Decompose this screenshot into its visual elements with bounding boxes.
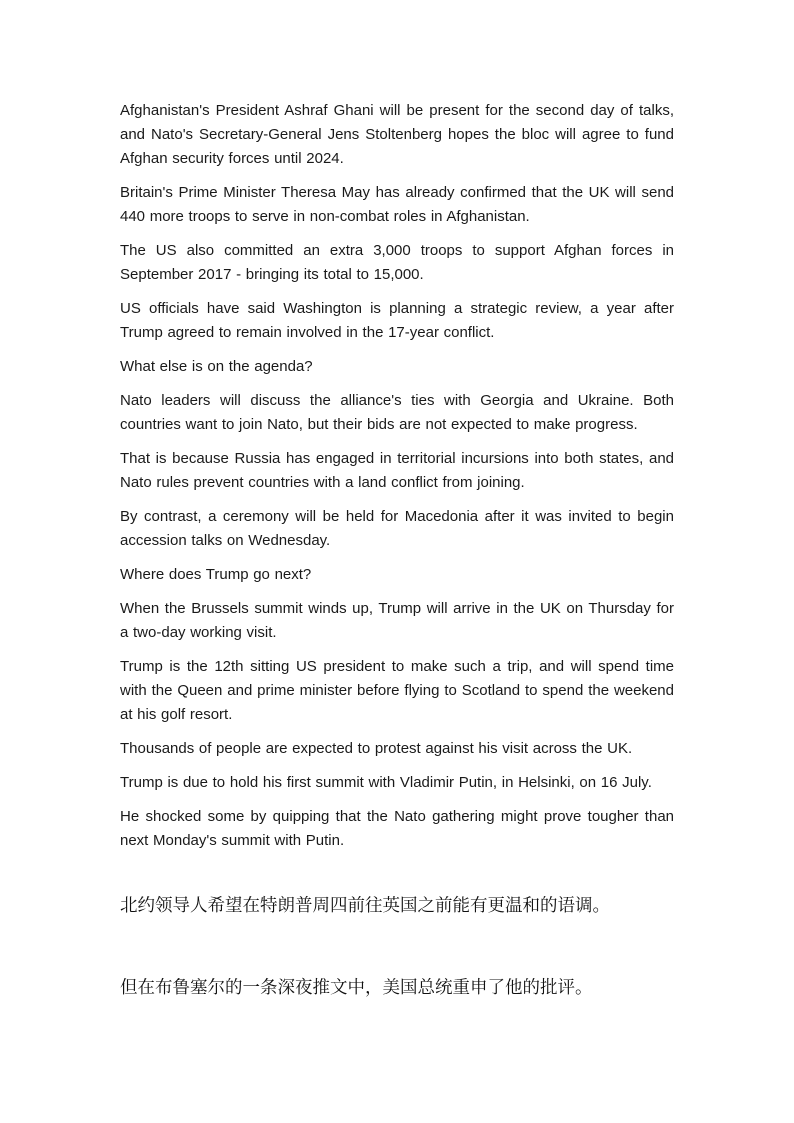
paragraph-putin-summit: Trump is due to hold his first summit with Vladimir Putin, in Helsinki, on 16 July. [120,774,652,791]
paragraph-us-troops: The US also committed an extra 3,000 troops to support Afghan forces in September 2017 - bringing its total to 15,000. [120,242,674,283]
paragraph-protests: Thousands of people are expected to protest against his visit across the UK. [120,740,633,757]
paragraph-strategic-review: US officials have said Washington is planning a strategic review, a year after Trump agreed to remain involved in the 17-year conflict. [120,300,674,341]
article-body [120,99,674,863]
paragraph-russia-incursions: That is because Russia has engaged in territorial incursions into both states, and Nato rules prevent countries with a land conflict from joining. [120,450,674,491]
paragraph-ghani-talks: Afghanistan's President Ashraf Ghani will be present for the second day of talks, and Nato's Secretary-General Jens Stoltenberg hopes the bloc will agree to fund Afghan security forces until 2024. [120,102,674,167]
chinese-line-late-night-tweet: 但在布鲁塞尔的一条深夜推文中，美国总统重申了他的批评。 [120,978,593,998]
paragraph-macedonia: By contrast, a ceremony will be held for Macedonia after it was invited to begin accession talks on Wednesday. [120,508,674,549]
paragraph-georgia-ukraine: Nato leaders will discuss the alliance's ties with Georgia and Ukraine. Both countries want to join Nato, but their bids are not expected to make progress. [120,392,674,433]
subheading-trump-next: Where does Trump go next? [120,566,312,583]
subheading-agenda: What else is on the agenda? [120,358,313,375]
paragraph-12th-president: Trump is the 12th sitting US president to make such a trip, and will spend time with the Queen and prime minister before flying to Scotland to spend the weekend at his golf resort. [120,658,674,723]
chinese-line-softer-tone: 北约领导人希望在特朗普周四前往英国之前能有更温和的语调。 [120,896,610,916]
paragraph-uk-visit: When the Brussels summit winds up, Trump will arrive in the UK on Thursday for a two-day working visit. [120,600,674,641]
paragraph-quip: He shocked some by quipping that the Nato gathering might prove tougher than next Monday's summit with Putin. [120,808,674,849]
paragraph-uk-troops: Britain's Prime Minister Theresa May has already confirmed that the UK will send 440 more troops to serve in non-combat roles in Afghanistan. [120,184,674,225]
